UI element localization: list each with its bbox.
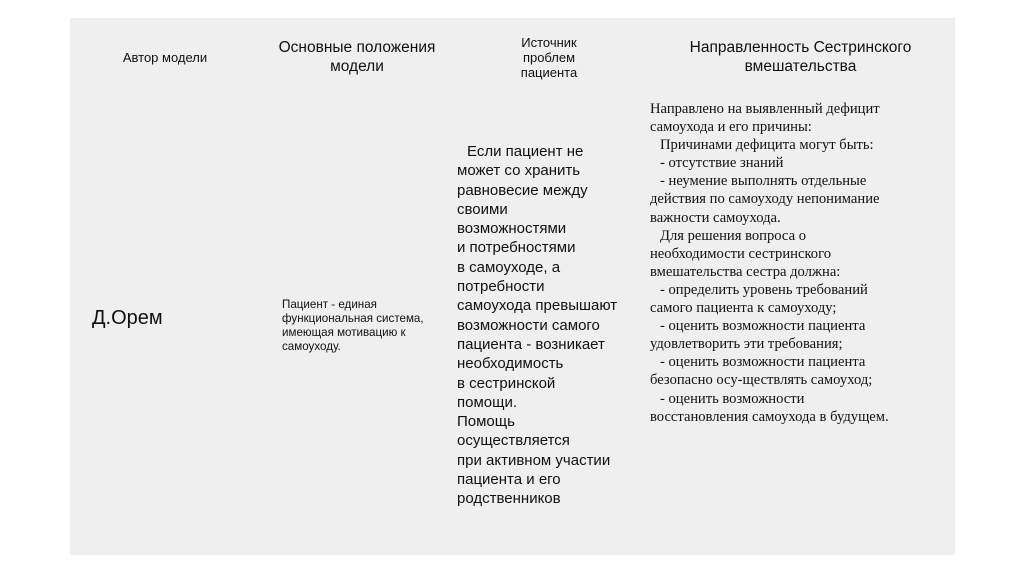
positions-text bbox=[272, 298, 450, 354]
text-line: важности самоухода. bbox=[650, 209, 781, 226]
text-line: пациента - возникает bbox=[457, 335, 605, 353]
text-line: в самоуходе, а bbox=[457, 258, 561, 276]
text-line: пациента и его bbox=[457, 471, 561, 489]
header-positions bbox=[262, 18, 452, 96]
text-line: восстановления самоухода в будущем. bbox=[650, 408, 889, 425]
text-line: - оценить возможности пациента bbox=[660, 318, 866, 335]
cell-direction bbox=[646, 98, 955, 555]
direction-text bbox=[650, 100, 955, 426]
text-line: безопасно осу-ществлять самоуход; bbox=[650, 372, 873, 389]
text-line: функциональная система, bbox=[282, 312, 424, 325]
text-line: - оценить возможности пациента bbox=[660, 354, 866, 371]
text-line: - определить уровень требований bbox=[660, 281, 868, 298]
text-line: помощи. bbox=[457, 393, 518, 411]
text-line: может со хранить bbox=[457, 162, 581, 180]
text-line: Для решения вопроса о bbox=[660, 227, 807, 244]
header-direction-text bbox=[690, 38, 912, 76]
text-line: имеющая мотивацию к bbox=[282, 326, 406, 339]
header-direction bbox=[646, 18, 955, 96]
text-line: потребности bbox=[457, 278, 545, 296]
text-line: родственников bbox=[457, 490, 561, 508]
text-line: своими bbox=[457, 200, 508, 218]
header-positions-text bbox=[279, 38, 436, 76]
text-line: Помощь bbox=[457, 413, 515, 431]
header-author bbox=[70, 18, 260, 96]
text-line: необходимости сестринского bbox=[650, 245, 832, 262]
text-line: удовлетворить эти требования; bbox=[650, 336, 843, 353]
text-line: и потребностями bbox=[457, 239, 576, 257]
header-line: вмешательства bbox=[744, 58, 857, 75]
text-line: - неумение выполнять отдельные bbox=[660, 173, 867, 190]
header-line: Основные положения bbox=[278, 39, 436, 56]
nursing-models-table bbox=[70, 18, 955, 555]
text-line: самоухода превышают bbox=[457, 297, 618, 315]
text-line: Пациент - единая bbox=[282, 298, 377, 311]
text-line: самого пациента к самоуходу; bbox=[650, 300, 837, 317]
header-line: модели bbox=[330, 58, 384, 75]
text-line: необходимость bbox=[457, 355, 564, 373]
header-source bbox=[454, 18, 644, 96]
text-line: Если пациент не bbox=[467, 143, 584, 160]
cell-positions bbox=[262, 98, 452, 555]
text-line: осуществляется bbox=[457, 432, 570, 450]
text-line: возможностями bbox=[457, 220, 567, 238]
header-line: проблем bbox=[522, 49, 576, 65]
text-line: действия по самоуходу непонимание bbox=[650, 191, 880, 208]
text-line: - отсутствие знаний bbox=[660, 155, 784, 172]
cell-source bbox=[454, 98, 644, 555]
text-line: самоухода и его причины: bbox=[650, 119, 812, 136]
text-line: - оценить возможности bbox=[660, 390, 805, 407]
text-line: Направлено на выявленный дефицит bbox=[650, 101, 880, 117]
header-line: пациента bbox=[520, 64, 578, 80]
text-line: Причинами дефицита могут быть: bbox=[660, 137, 874, 154]
author-name: Д.Орем bbox=[92, 307, 163, 329]
cell-author bbox=[70, 98, 260, 555]
source-text bbox=[457, 142, 643, 509]
header-line: Источник bbox=[521, 34, 577, 50]
text-line: в сестринской bbox=[457, 374, 556, 392]
text-line: при активном участии bbox=[457, 451, 611, 469]
header-line: Направленность Сестринского bbox=[689, 39, 912, 56]
text-line: возможности самого bbox=[457, 316, 600, 334]
text-line: равновесие между bbox=[457, 181, 588, 199]
header-author-text: Автор модели bbox=[122, 49, 208, 65]
header-source-text bbox=[521, 35, 577, 80]
text-line: самоуходу. bbox=[282, 340, 341, 353]
text-line: вмешательства сестра должна: bbox=[650, 263, 841, 280]
